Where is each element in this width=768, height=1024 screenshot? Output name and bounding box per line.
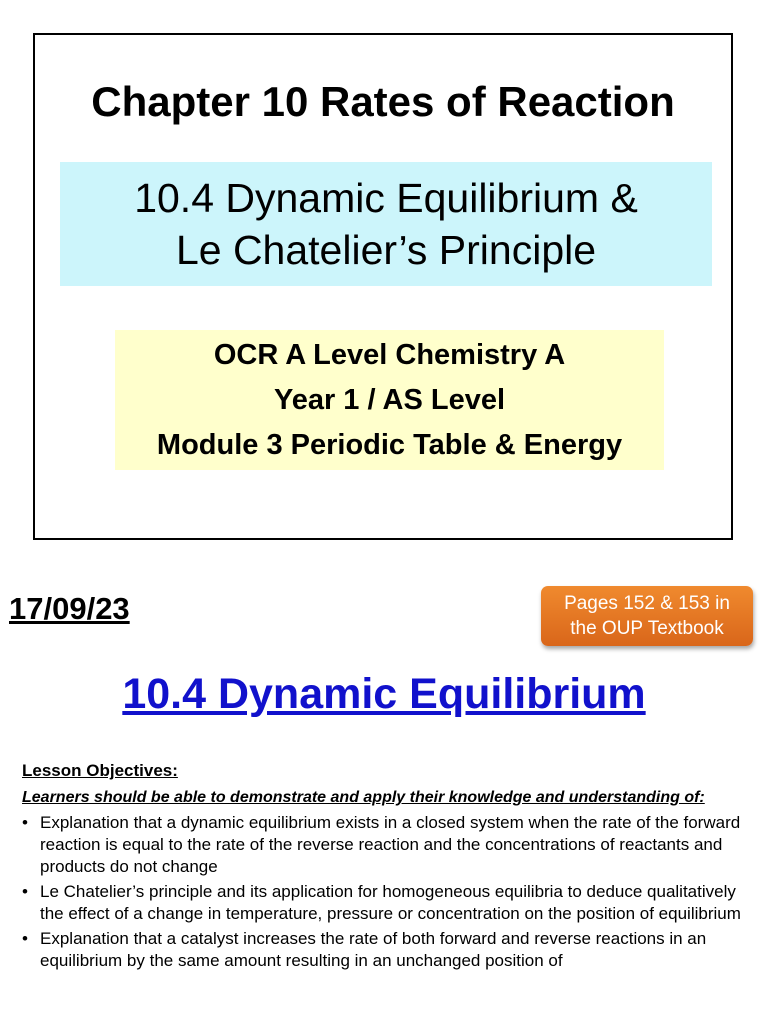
title-slide — [33, 33, 733, 540]
textbook-pages-badge — [541, 586, 753, 646]
bullet-icon: • — [22, 813, 28, 832]
objectives-list — [22, 812, 752, 972]
course-line-1: OCR A Level Chemistry A — [213, 338, 566, 371]
course-info-box — [115, 330, 664, 470]
objective-text: Le Chatelier’s principle and its application for homogeneous equilibria to deduce qualitatively the effect of a change in temperature, pressure or concentration on the position of equilibrium — [40, 882, 741, 923]
bullet-icon: • — [22, 929, 28, 948]
objective-text: Explanation that a dynamic equilibrium exists in a closed system when the rate of the forward reaction is equal to the rate of the reverse reaction and the concentrations of reactants and products do not change — [40, 813, 741, 876]
pages-line-2: the OUP Textbook — [570, 618, 724, 639]
subtitle-line-2: Le Chatelier’s Principle — [175, 227, 597, 273]
objective-item — [22, 928, 752, 972]
bullet-icon: • — [22, 882, 28, 901]
objectives-intro: Learners should be able to demonstrate and apply their knowledge and understanding of: — [22, 789, 705, 806]
objectives-heading: Lesson Objectives: — [22, 761, 178, 780]
pages-line-1: Pages 152 & 153 in — [564, 593, 730, 614]
objective-item — [22, 812, 752, 878]
lesson-title-link[interactable]: 10.4 Dynamic Equilibrium — [122, 670, 646, 718]
course-line-2: Year 1 / AS Level — [273, 383, 506, 416]
course-line-3: Module 3 Periodic Table & Energy — [156, 428, 623, 461]
objective-item — [22, 881, 752, 925]
chapter-title: Chapter 10 Rates of Reaction — [91, 78, 675, 125]
lesson-objectives — [22, 760, 752, 975]
subtitle-box — [60, 162, 712, 286]
lesson-date: 17/09/23 — [9, 591, 130, 626]
subtitle-line-1: 10.4 Dynamic Equilibrium & — [134, 175, 638, 221]
objective-text: Explanation that a catalyst increases the rate of both forward and reverse reactions in an equilibrium by the same amount resulting in an unchanged position of — [40, 929, 707, 970]
